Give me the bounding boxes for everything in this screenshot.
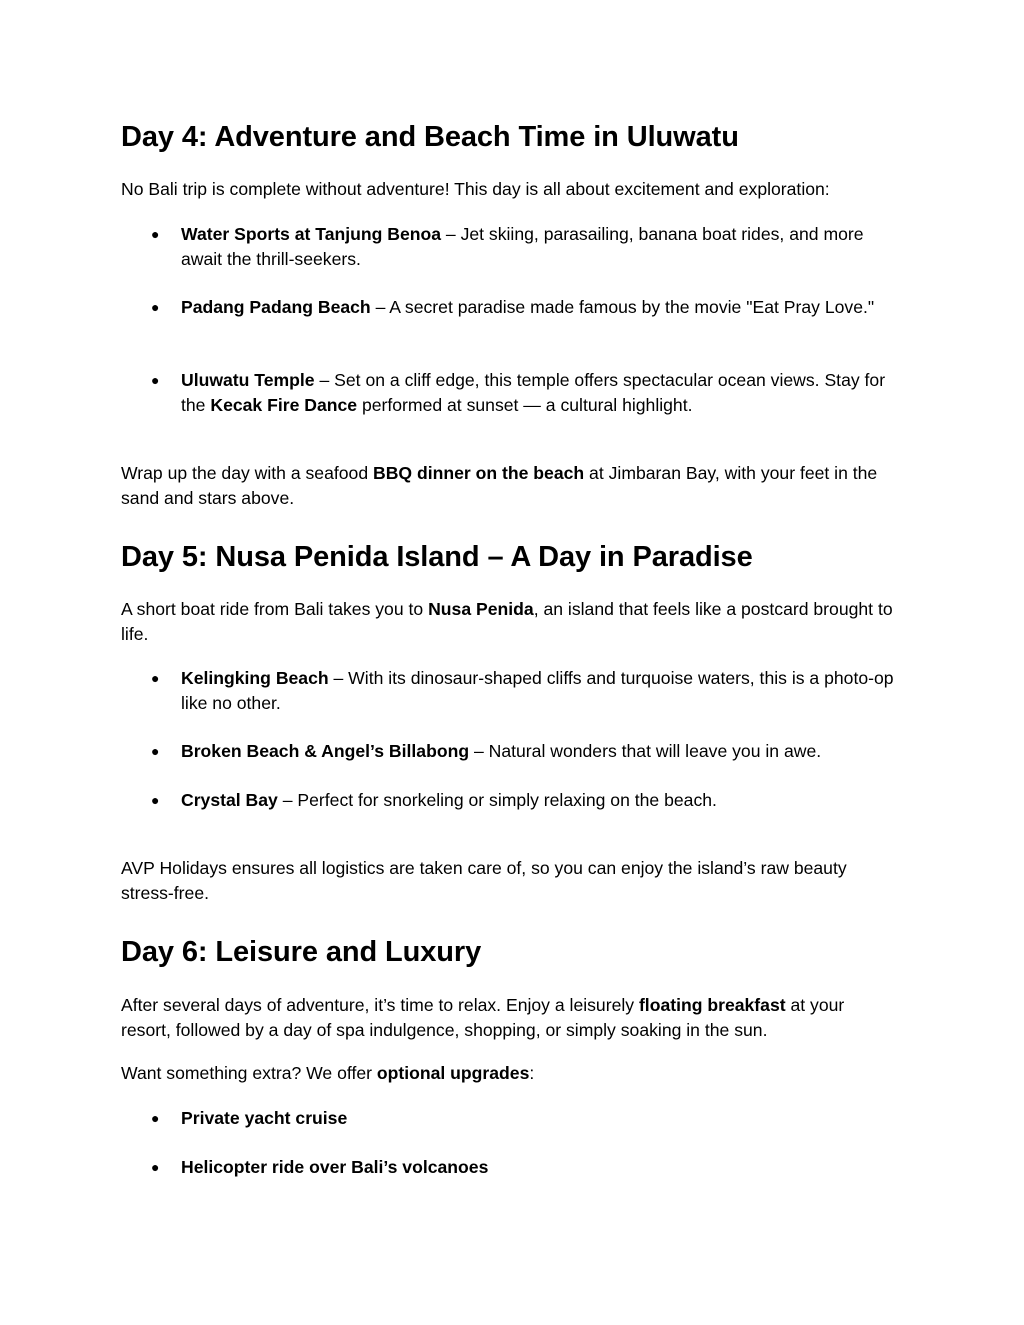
list-item: ● Private yacht cruise (181, 1106, 901, 1131)
list-item: ● Uluwatu Temple – Set on a cliff edge, this temple offers spectacular ocean views. Stay for the Kecak Fire Dance performed at sunset — a cultural highlight. (151, 370, 886, 415)
list-item: ● Water Sports at Tanjung Benoa – Jet skiing, parasailing, banana boat rides, and more await the thrill-seekers. (151, 224, 864, 269)
day5-intro: A short boat ride from Bali takes you to Nusa Penida, an island that feels like a postcard brought to life. (121, 599, 893, 644)
list-item: ● Crystal Bay – Perfect for snorkeling or simply relaxing on the beach. (181, 788, 901, 813)
bullet-icon: ● (151, 743, 160, 759)
list-item: ● Kelingking Beach – With its dinosaur-shaped cliffs and turquoise waters, this is a photo-op like no other. (151, 668, 894, 713)
bullet-icon: ● (151, 226, 160, 242)
bullet-icon: ● (151, 1159, 160, 1175)
day5-heading: Day 5: Nusa Penida Island – A Day in Paradise (121, 541, 753, 573)
day6-heading: Day 6: Leisure and Luxury (121, 936, 482, 968)
list-item: ● Helicopter ride over Bali’s volcanoes (181, 1155, 901, 1180)
day4-intro: No Bali trip is complete without adventure! This day is all about excitement and exploration: (121, 179, 830, 199)
day4-outro: Wrap up the day with a seafood BBQ dinner on the beach at Jimbaran Bay, with your feet in the sand and stars above. (121, 463, 878, 508)
bullet-icon: ● (151, 299, 160, 315)
day4-heading: Day 4: Adventure and Beach Time in Uluwatu (121, 121, 739, 153)
bullet-icon: ● (151, 1110, 160, 1126)
bullet-icon: ● (151, 670, 160, 686)
day6-upgrades: Want something extra? We offer optional upgrades: (121, 1063, 535, 1083)
list-item: ● Padang Padang Beach – A secret paradise made famous by the movie "Eat Pray Love." (181, 295, 901, 320)
day6-intro: After several days of adventure, it’s time to relax. Enjoy a leisurely floating breakfast at your resort, followed by a day of spa indulgence, shopping, or simply soaking in the sun. (121, 995, 845, 1040)
list-item: ● Broken Beach & Angel’s Billabong – Natural wonders that will leave you in awe. (181, 739, 901, 764)
bullet-icon: ● (151, 792, 160, 808)
bullet-icon: ● (151, 372, 160, 388)
day5-outro: AVP Holidays ensures all logistics are taken care of, so you can enjoy the island’s raw beauty stress-free. (121, 858, 847, 903)
